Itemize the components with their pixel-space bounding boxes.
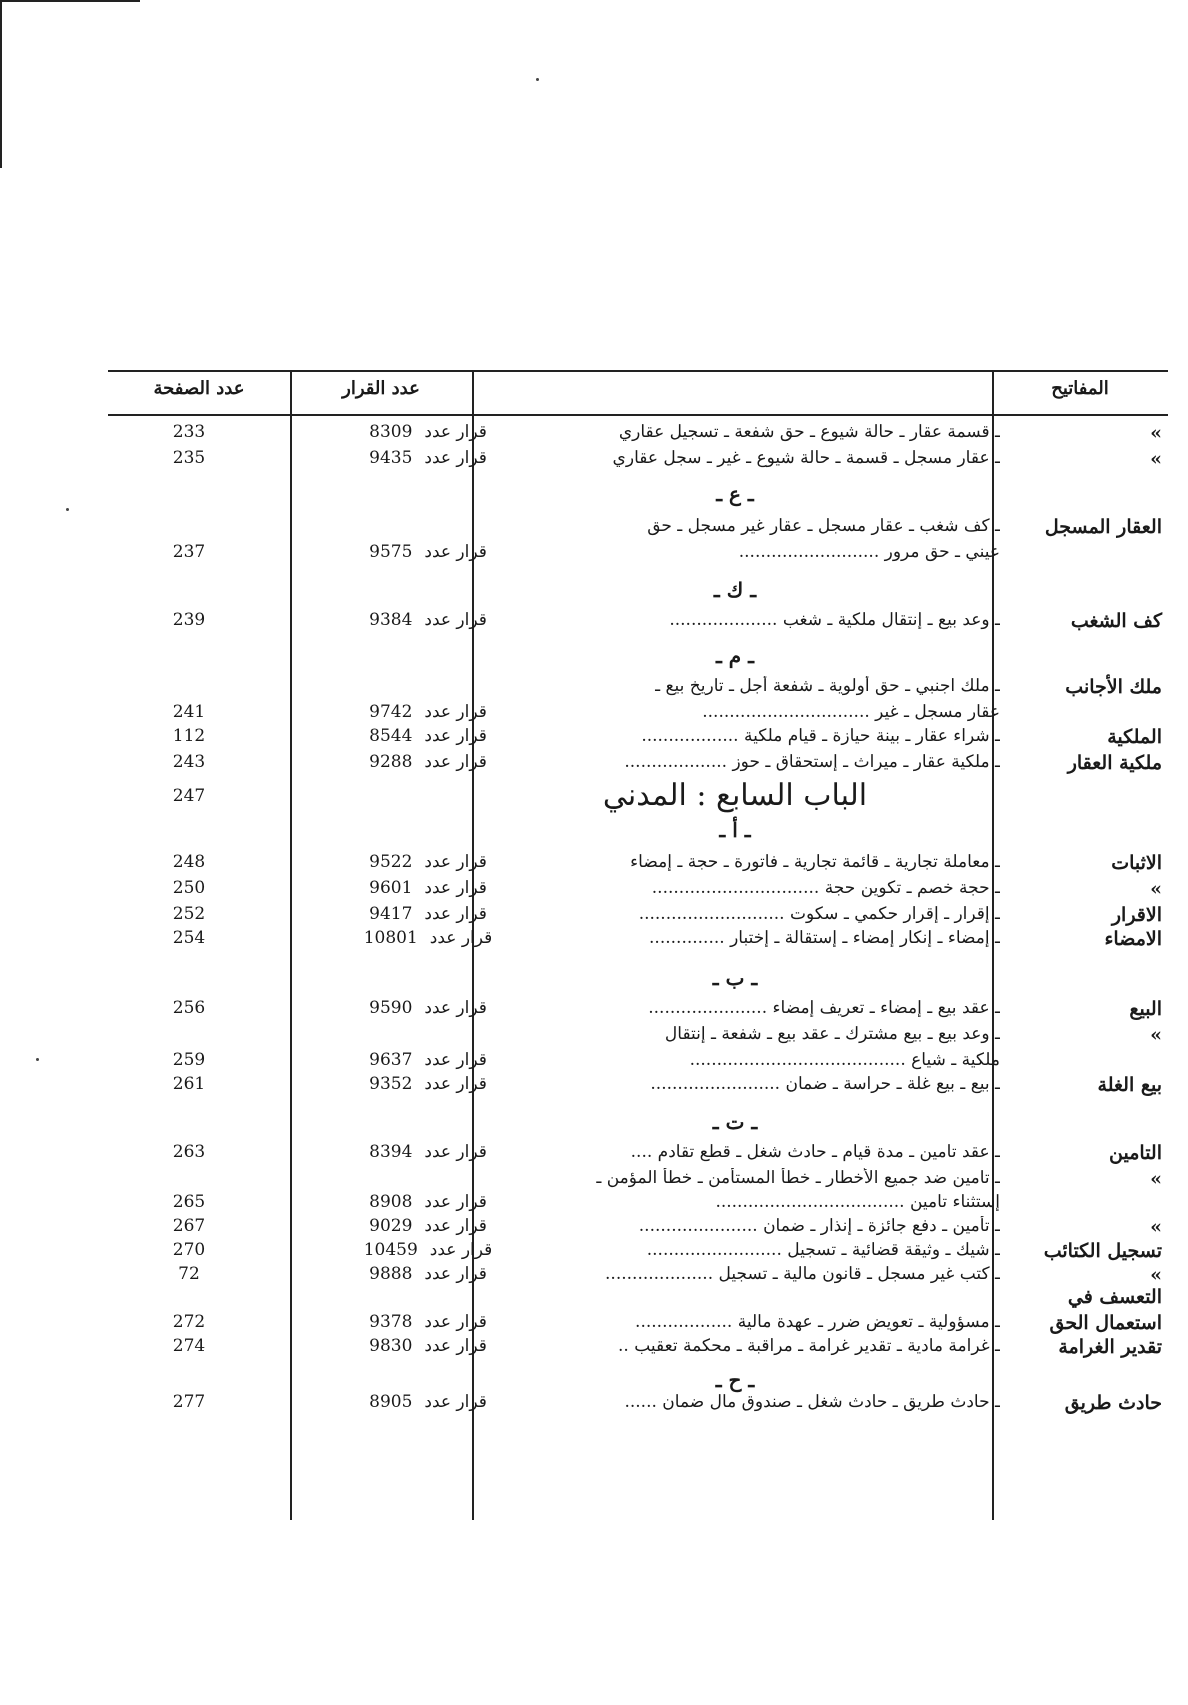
- decision-label: قرار عدد: [424, 752, 487, 772]
- decision-label: قرار عدد: [424, 448, 487, 468]
- speck: [536, 78, 539, 81]
- keyword: »: [1150, 1216, 1162, 1238]
- table-row: [108, 1312, 1168, 1338]
- description: ـ إمضاء ـ إنكار إمضاء ـ إستقالة ـ إختبار ..............: [649, 928, 1000, 948]
- page-number: 254: [172, 928, 206, 948]
- table-row: [108, 1286, 1168, 1312]
- decision-number: 10801: [363, 928, 418, 948]
- description: عيني ـ حق مرور ..........................: [738, 542, 1000, 562]
- description: ـ عقد بيع ـ إمضاء ـ تعريف إمضاء ......................: [648, 998, 1000, 1018]
- decision-number: 9378: [369, 1312, 413, 1332]
- index-table: [108, 370, 1168, 1520]
- table-row: [108, 542, 1168, 568]
- decision-cell: [278, 422, 578, 442]
- description: ـ غرامة مادية ـ تقدير غرامة ـ مراقبة ـ محكمة تعقيب ..: [617, 1336, 1000, 1356]
- decision-number: 9522: [369, 852, 413, 872]
- page-number: 239: [172, 610, 206, 630]
- decision-label: قرار عدد: [424, 1142, 487, 1162]
- table-row: [108, 904, 1168, 930]
- table-row: [108, 1024, 1168, 1050]
- page-number: 233: [172, 422, 206, 442]
- decision-label: قرار عدد: [424, 998, 487, 1018]
- table-row: [108, 676, 1168, 702]
- corner-rule: [0, 0, 2, 168]
- description: ـ معاملة تجارية ـ قائمة تجارية ـ فاتورة ـ حجة ـ إمضاء: [630, 852, 1000, 872]
- decision-number: 9590: [369, 998, 413, 1018]
- page-number: 235: [172, 448, 206, 468]
- description: ـ قسمة عقار ـ حالة شيوع ـ حق شفعة ـ تسجيل عقاري: [618, 422, 1000, 442]
- keyword: »: [1150, 448, 1162, 470]
- decision-cell: [278, 852, 578, 872]
- table-row: [108, 1050, 1168, 1076]
- decision-number: 9352: [369, 1074, 413, 1094]
- page-number: 272: [172, 1312, 206, 1332]
- description: ـ حادث طريق ـ حادث شغل ـ صندوق مال ضمان ......: [624, 1392, 1000, 1412]
- keyword: استعمال الحق: [1049, 1312, 1162, 1334]
- decision-number: 8394: [369, 1142, 413, 1162]
- page-number: 112: [172, 726, 206, 746]
- decision-label: قرار عدد: [424, 1074, 487, 1094]
- letter-label: ـ ب ـ: [712, 966, 758, 990]
- chapter-title: الباب السابع : المدني: [602, 778, 868, 813]
- keyword: ملك الأجانب: [1065, 676, 1162, 698]
- description: ـ ملك اجنبي ـ حق أولوية ـ شفعة أجل ـ تاريخ بيع ـ: [655, 676, 1000, 696]
- decision-cell: [278, 702, 578, 722]
- letter-label: ـ ك ـ: [713, 578, 757, 602]
- description: ـ بيع ـ بيع غلة ـ حراسة ـ ضمان ........................: [650, 1074, 1000, 1094]
- description: ـ حجة خصم ـ تكوين حجة ...............................: [651, 878, 1000, 898]
- description: ـ كف شغب ـ عقار مسجل ـ عقار غير مسجل ـ حق: [647, 516, 1000, 536]
- decision-cell: [278, 752, 578, 772]
- description: ـ عقد تامين ـ مدة قيام ـ حادث شغل ـ قطع تقادم ....: [630, 1142, 1000, 1162]
- keyword: كف الشغب: [1070, 610, 1162, 632]
- decision-number: 8908: [369, 1192, 413, 1212]
- decision-label: قرار عدد: [424, 610, 487, 630]
- keyword: الامضاء: [1104, 928, 1162, 950]
- decision-number: 9435: [369, 448, 413, 468]
- table-header-rule: [108, 414, 1168, 416]
- letter-label: ـ ع ـ: [716, 482, 754, 506]
- page-number: 274: [172, 1336, 206, 1356]
- description: عقار مسجل ـ غير ...............................: [702, 702, 1000, 722]
- description: ـ شيك ـ وثيقة قضائية ـ تسجيل .........................: [646, 1240, 1000, 1260]
- table-row: [108, 998, 1168, 1024]
- keyword: »: [1150, 1264, 1162, 1286]
- table-row: [108, 1392, 1168, 1418]
- page-number: 267: [172, 1216, 206, 1236]
- table-row: [108, 1192, 1168, 1218]
- table-row: [108, 726, 1168, 752]
- description: ـ إقرار ـ إقرار حكمي ـ سكوت ...........................: [638, 904, 1000, 924]
- description: ـ وعد بيع ـ بيع مشترك ـ عقد بيع ـ شفعة ـ إنتقال: [664, 1024, 1000, 1044]
- decision-number: 9029: [369, 1216, 413, 1236]
- decision-label: قرار عدد: [424, 1050, 487, 1070]
- table-row: [108, 702, 1168, 728]
- decision-label: قرار عدد: [424, 1392, 487, 1412]
- decision-cell: [278, 1050, 578, 1070]
- decision-number: 8905: [369, 1392, 413, 1412]
- decision-label: قرار عدد: [424, 852, 487, 872]
- decision-cell: [278, 1312, 578, 1332]
- letter-heading: [108, 482, 1168, 508]
- page-number: 252: [172, 904, 206, 924]
- page-number: 265: [172, 1192, 206, 1212]
- table-row: [108, 852, 1168, 878]
- page-number: 277: [172, 1392, 206, 1412]
- decision-label: قرار عدد: [424, 1216, 487, 1236]
- keyword: »: [1150, 878, 1162, 900]
- table-row: [108, 1142, 1168, 1168]
- page-number: 261: [172, 1074, 206, 1094]
- letter-heading: [108, 644, 1168, 670]
- decision-label: قرار عدد: [429, 928, 493, 948]
- decision-cell: [278, 1074, 578, 1094]
- table-row: [108, 1336, 1168, 1362]
- decision-label: قرار عدد: [424, 1192, 487, 1212]
- keyword: التامين: [1109, 1142, 1162, 1164]
- letter-label: ـ ت ـ: [712, 1110, 758, 1134]
- decision-label: قرار عدد: [424, 726, 487, 746]
- letter-heading: [108, 1368, 1168, 1394]
- keyword: البيع: [1129, 998, 1162, 1020]
- decision-label: قرار عدد: [424, 422, 487, 442]
- page-number: 259: [172, 1050, 206, 1070]
- page-number: 248: [172, 852, 206, 872]
- decision-number: 9575: [369, 542, 413, 562]
- page-number: 256: [172, 998, 206, 1018]
- letter-label: ـ ح ـ: [715, 1368, 755, 1392]
- description: ـ مسؤولية ـ تعويض ضرر ـ عهدة مالية ..................: [635, 1312, 1000, 1332]
- decision-cell: [278, 1216, 578, 1236]
- letter-label: ـ م ـ: [715, 644, 755, 668]
- decision-cell: [278, 726, 578, 746]
- description: ـ تأمين ـ دفع جائزة ـ إنذار ـ ضمان ......................: [638, 1216, 1000, 1236]
- decision-label: قرار عدد: [424, 878, 487, 898]
- decision-cell: [278, 1392, 578, 1412]
- header-keys: المفاتيح: [1051, 378, 1109, 399]
- decision-number: 9288: [369, 752, 413, 772]
- decision-number: 9417: [369, 904, 413, 924]
- keyword: الملكية: [1107, 726, 1162, 748]
- description: ملكية ـ شياع ........................................: [689, 1050, 1000, 1070]
- decision-cell: [278, 1264, 578, 1284]
- table-row: [108, 1240, 1168, 1266]
- keyword: بيع الغلة: [1097, 1074, 1162, 1096]
- table-row: [108, 448, 1168, 474]
- corner-rule: [0, 0, 140, 2]
- letter-heading: [108, 966, 1168, 992]
- table-top-rule: [108, 370, 1168, 372]
- table-row: [108, 1168, 1168, 1194]
- table-row: [108, 1216, 1168, 1242]
- decision-number: 9742: [369, 702, 413, 722]
- header-page: عدد الصفحة: [153, 378, 245, 399]
- keyword: »: [1150, 1024, 1162, 1046]
- table-row: [108, 752, 1168, 778]
- keyword: حادث طريق: [1064, 1392, 1162, 1414]
- letter-heading: [108, 1110, 1168, 1136]
- decision-cell: [278, 1336, 578, 1356]
- letter-heading: [108, 818, 1168, 844]
- keyword: »: [1150, 1168, 1162, 1190]
- decision-number: 8309: [369, 422, 413, 442]
- table-row: [108, 422, 1168, 448]
- description: ـ شراء عقار ـ بينة حيازة ـ قيام ملكية ..................: [641, 726, 1000, 746]
- page-number: 263: [172, 1142, 206, 1162]
- keyword: التعسف في: [1067, 1286, 1162, 1308]
- keyword: »: [1150, 422, 1162, 444]
- table-row: [108, 1074, 1168, 1100]
- speck: [66, 508, 69, 511]
- header-decision: عدد القرار: [342, 378, 420, 399]
- description: ـ وعد بيع ـ إنتقال ملكية ـ شغب ....................: [669, 610, 1000, 630]
- keyword: الاثبات: [1111, 852, 1162, 874]
- decision-number: 9830: [369, 1336, 413, 1356]
- page-number: 72: [178, 1264, 200, 1284]
- description: ـ ملكية عقار ـ ميراث ـ إستحقاق ـ حوز ...................: [624, 752, 1000, 772]
- decision-cell: [278, 928, 578, 948]
- keyword: تقدير الغرامة: [1058, 1336, 1162, 1358]
- decision-label: قرار عدد: [424, 1264, 487, 1284]
- description: ـ تامين ضد جميع الأخطار ـ خطأ المستأمن ـ خطأ المؤمن ـ: [596, 1168, 1000, 1188]
- decision-number: 9888: [369, 1264, 413, 1284]
- page-number: 237: [172, 542, 206, 562]
- decision-label: قرار عدد: [429, 1240, 493, 1260]
- decision-number: 9601: [369, 878, 413, 898]
- table-row: [108, 928, 1168, 954]
- decision-cell: [278, 998, 578, 1018]
- table-row: [108, 610, 1168, 636]
- decision-cell: [278, 610, 578, 630]
- decision-cell: [278, 448, 578, 468]
- page-number: 247: [172, 786, 206, 806]
- decision-number: 10459: [363, 1240, 418, 1260]
- page-number: 250: [172, 878, 206, 898]
- letter-label: ـ أ ـ: [719, 818, 751, 842]
- decision-cell: [278, 1142, 578, 1162]
- decision-label: قرار عدد: [424, 1312, 487, 1332]
- decision-cell: [278, 1240, 578, 1260]
- speck: [36, 1058, 39, 1061]
- description: ـ عقار مسجل ـ قسمة ـ حالة شيوع ـ غير ـ سجل عقاري: [612, 448, 1000, 468]
- decision-cell: [278, 542, 578, 562]
- page-number: 241: [172, 702, 206, 722]
- page-number: 243: [172, 752, 206, 772]
- decision-label: قرار عدد: [424, 904, 487, 924]
- letter-heading: [108, 578, 1168, 604]
- decision-number: 9637: [369, 1050, 413, 1070]
- decision-number: 9384: [369, 610, 413, 630]
- keyword: العقار المسجل: [1044, 516, 1162, 538]
- keyword: تسجيل الكتائب: [1043, 1240, 1162, 1262]
- decision-cell: [278, 1192, 578, 1212]
- decision-cell: [278, 878, 578, 898]
- chapter-heading: [108, 778, 1168, 813]
- table-row: [108, 516, 1168, 542]
- page-number: 270: [172, 1240, 206, 1260]
- description: ـ كتب غير مسجل ـ قانون مالية ـ تسجيل ....................: [605, 1264, 1000, 1284]
- table-row: [108, 878, 1168, 904]
- decision-cell: [278, 904, 578, 924]
- description: إستثناء تامين ...................................: [715, 1192, 1000, 1212]
- decision-label: قرار عدد: [424, 702, 487, 722]
- decision-label: قرار عدد: [424, 542, 487, 562]
- decision-number: 8544: [369, 726, 413, 746]
- keyword: الاقرار: [1111, 904, 1162, 926]
- keyword: ملكية العقار: [1067, 752, 1162, 774]
- decision-label: قرار عدد: [424, 1336, 487, 1356]
